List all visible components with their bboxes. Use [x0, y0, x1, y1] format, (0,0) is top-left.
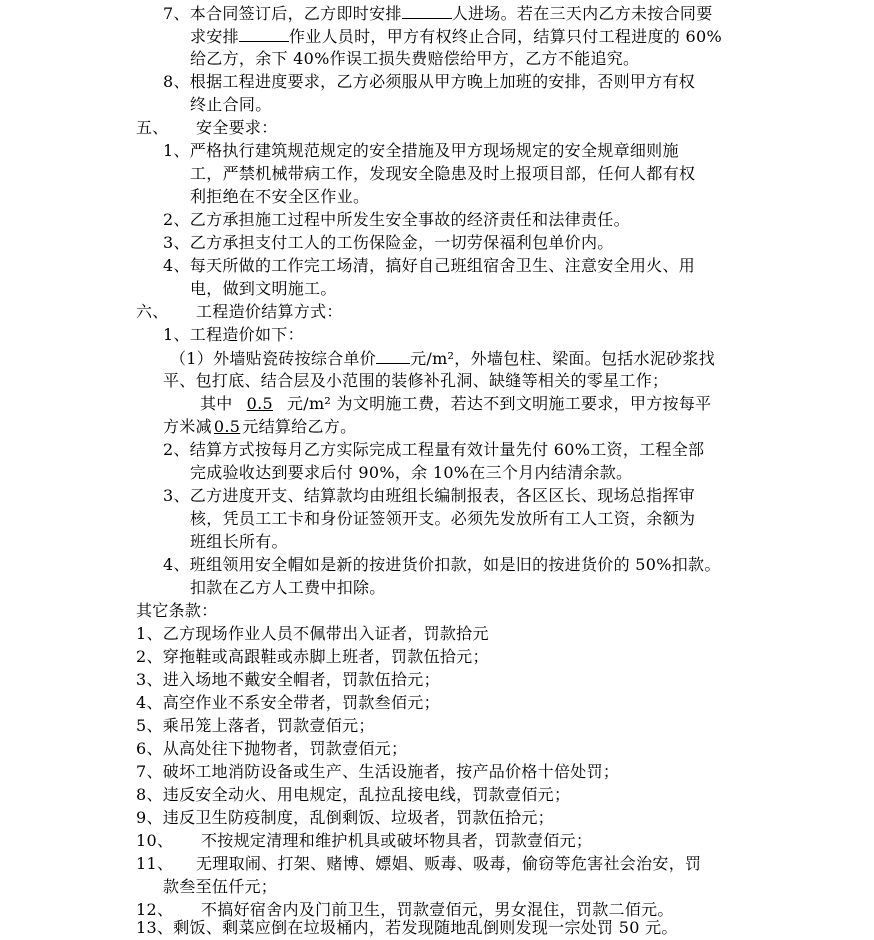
clause-5-3: 3、乙方承担支付工人的工伤保险金，一切劳保福利包单价内。: [163, 233, 614, 252]
penalty-item-11-cont: 款叁至伍仟元；: [163, 877, 278, 896]
section-6-number: 六、: [136, 302, 169, 321]
clause-6-4-line1: 4、班组领用安全帽如是新的按进货价扣款，如是旧的按进货价的 50%扣款。: [163, 555, 721, 574]
clause-6-1-fee-line2: [163, 416, 356, 438]
clause-6-3-line3: 班组长所有。: [190, 532, 288, 551]
clause-6-1-sub1-line1: [170, 347, 715, 369]
clause-text: 求安排: [190, 27, 239, 46]
clause-6-1: 1、工程造价如下：: [163, 325, 304, 344]
penalty-item: 7、破坏工地消防设备或生产、生活设施者，按产品价格十倍处罚；: [136, 762, 620, 781]
section-5-title: 安全要求：: [196, 118, 278, 137]
clause-6-1-sub1-line2: 平、包打底、结合层及小范围的装修补孔洞、缺缝等相关的零星工作；: [163, 371, 669, 390]
penalty-item-11-number: 11、: [136, 854, 174, 873]
clause-text: 元结算给乙方。: [242, 417, 357, 436]
penalty-item-12-number: 12、: [136, 900, 174, 919]
clause-text: 元/m² 为文明施工费，若达不到文明施工要求，甲方按每平: [286, 394, 712, 413]
clause-text: 其中: [200, 394, 233, 413]
penalty-item: 2、穿拖鞋或高跟鞋或赤脚上班者，罚款伍拾元；: [136, 647, 489, 666]
clause-text: 7、本合同签订后，乙方即时安排: [163, 4, 402, 23]
blank-field: [376, 347, 410, 364]
clause-5-4-line2: 电，做到文明施工。: [190, 279, 337, 298]
penalty-item: 5、乘吊笼上落者，罚款壹佰元；: [136, 716, 375, 735]
clause-6-3-line2: 核，凭员工工卡和身份证签领开支。必须先发放所有工人工资，余额为: [190, 509, 696, 528]
penalty-item: 6、从高处往下抛物者，罚款壹佰元；: [136, 739, 408, 758]
clause-5-1-line2: 工，严禁机械带病工作，发现安全隐患及时上报项目部，任何人都有权: [190, 164, 696, 183]
clause-text: （1）外墙贴瓷砖按综合单价: [170, 349, 377, 368]
penalty-item-12-text: 不搞好宿舍内及门前卫生，罚款壹佰元，男女混住，罚款二佰元。: [201, 900, 674, 919]
clause-text: 人进场。若在三天内乙方未按合同要: [451, 4, 713, 23]
penalty-item-10-text: 不按规定清理和维护机具或破坏物具者，罚款壹佰元；: [201, 831, 593, 850]
clause-4-8-line2: 终止合同。: [190, 95, 272, 114]
clause-5-4-line1: 4、每天所做的工作完工场清，搞好自己班组宿舍卫生、注意安全用火、用: [163, 256, 696, 275]
section-5-number: 五、: [136, 118, 169, 137]
clause-4-7-line2: [190, 25, 722, 47]
clause-6-3-line1: 3、乙方进度开支、结算款均由班组长编制报表，各区区长、现场总指挥审: [163, 486, 696, 505]
clause-text: 作业人员时，甲方有权终止合同，结算只付工程进度的 60%: [288, 27, 722, 46]
section-6-title: 工程造价结算方式：: [196, 302, 343, 321]
fee-value: 0.5: [246, 394, 273, 413]
clause-6-1-fee-line1: [200, 393, 711, 415]
fee-value: 0.5: [213, 417, 241, 436]
clause-6-2-line2: 完成验收达到要求后付 90%，余 10%在三个月内结清余款。: [190, 463, 633, 482]
other-clauses-title: 其它条款：: [136, 601, 218, 620]
penalty-item: 9、违反卫生防疫制度，乱倒剩饭、垃圾者，罚款伍拾元；: [136, 808, 554, 827]
clause-5-1-line3: 利拒绝在不安全区作业。: [190, 187, 370, 206]
penalty-item-11-text: 无理取闹、打架、赌博、嫖娼、贩毒、吸毒，偷窃等危害社会治安，罚: [196, 854, 702, 873]
penalty-item: 8、违反安全动火、用电规定，乱拉乱接电线，罚款壹佰元；: [136, 785, 571, 804]
clause-4-7-line3: 给乙方，余下 40%作误工损失费赔偿给甲方，乙方不能追究。: [190, 49, 640, 68]
penalty-item: 4、高空作业不系安全带者，罚款叁佰元；: [136, 693, 440, 712]
blank-field: [402, 2, 452, 19]
penalty-item-10-number: 10、: [136, 831, 174, 850]
clause-4-8-line1: 8、根据工程进度要求，乙方必须服从甲方晚上加班的安排，否则甲方有权: [163, 72, 696, 91]
clause-text: 方米减: [163, 417, 212, 436]
clause-6-2-line1: 2、结算方式按每月乙方实际完成工程量有效计量先付 60%工资，工程全部: [163, 440, 705, 459]
blank-field: [239, 25, 289, 42]
penalty-item: 3、进入场地不戴安全帽者，罚款伍拾元；: [136, 670, 440, 689]
clause-5-1-line1: 1、严格执行建筑规范规定的安全措施及甲方现场规定的安全规章细则施: [163, 141, 679, 160]
clause-5-2: 2、乙方承担施工过程中所发生安全事故的经济责任和法律责任。: [163, 210, 630, 229]
clause-6-4-line2: 扣款在乙方人工费中扣除。: [190, 578, 386, 597]
penalty-item: 1、乙方现场作业人员不佩带出入证者，罚款拾元: [136, 624, 489, 643]
penalty-item-13: 13、剩饭、剩菜应倒在垃圾桶内，若发现随地乱倒则发现一宗处罚 50 元。: [136, 918, 678, 937]
clause-text: 元/m²，外墙包柱、梁面。包括水泥砂浆找: [410, 349, 716, 368]
clause-4-7-line1: [163, 2, 713, 24]
